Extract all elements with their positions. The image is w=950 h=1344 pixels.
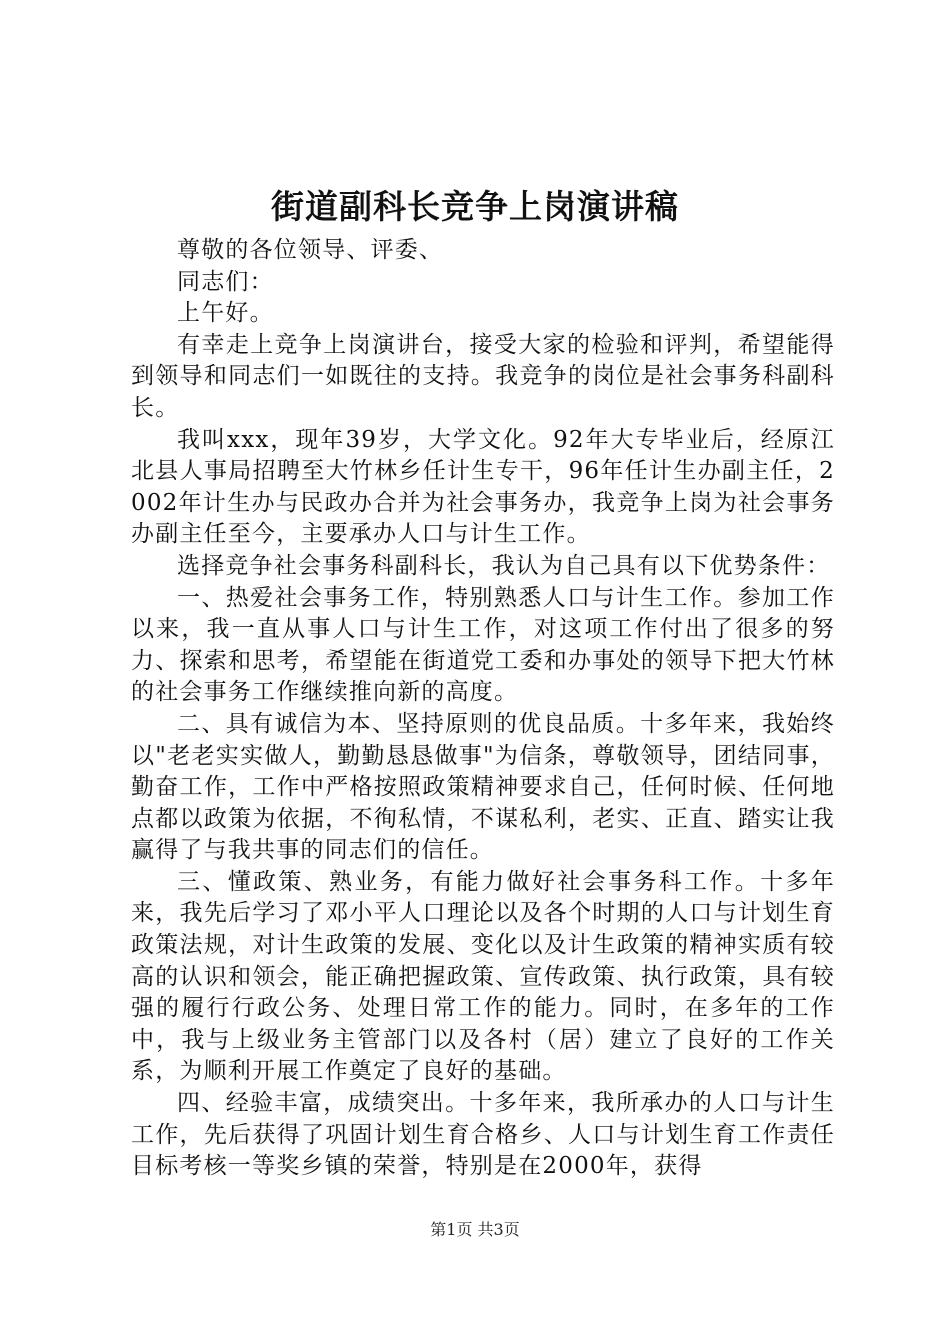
paragraph-salutation: 尊敬的各位领导、评委、: [177, 237, 444, 263]
paragraph-background: 我叫xxx，现年39岁，大学文化。92年大专毕业后，经原江北县人事局招聘至大竹林乡任计生专干，96年任计生办副主任，2002年计生办与民政办合并为社会事务办，我竞争上岗为社会事务办副主任至今，主要承办人口与计生工作。: [131, 426, 835, 548]
paragraph-salutation-comrades: 同志们：: [177, 268, 274, 295]
paragraph-point-one: 一、热爱社会事务工作，特别熟悉人口与计生工作。参加工作以来，我一直从事人口与计生工作，对这项工作付出了很多的努力、探索和思考，希望能在街道党工委和办事处的领导下把大竹林的社会事务工作继续推向新的高度。: [131, 584, 835, 706]
page-footer: 第1页 共3页: [430, 1220, 520, 1239]
paragraph-point-three: 三、懂政策、熟业务，有能力做好社会事务科工作。十多年来，我先后学习了邓小平人口理论以及各个时期的人口与计划生育政策法规，对计生政策的发展、变化以及计生政策的精神实质有较高的认识和领会，能正确把握政策、宣传政策、执行政策，具有较强的履行行政公务、处理日常工作的能力。同时，在多年的工作中，我与上级业务主管部门以及各村（居）建立了良好的工作关系，为顺利开展工作奠定了良好的基础。: [131, 868, 835, 1085]
paragraph-point-two: 二、具有诚信为本、坚持原则的优良品质。十多年来，我始终以"老老实实做人，勤勤恳恳做事"为信条，尊敬领导，团结同事，勤奋工作，工作中严格按照政策精神要求自己，任何时候、任何地点都以政策为依据，不徇私情，不谋私利，老实、正直、踏实让我赢得了与我共事的同志们的信任。: [131, 710, 835, 864]
paragraph-advantages-lead: 选择竞争社会事务科副科长，我认为自己具有以下优势条件：: [177, 552, 831, 579]
paragraph-greeting: 上午好。: [177, 300, 274, 327]
document-body: [131, 235, 835, 1183]
document-title: 街道副科长竞争上岗演讲稿: [271, 187, 679, 226]
paragraph-intro: 有幸走上竞争上岗演讲台，接受大家的检验和评判，希望能得到领导和同志们一如既往的支持。我竞争的岗位是社会事务科副科长。: [131, 331, 835, 421]
paragraph-point-four: 四、经验丰富，成绩突出。十多年来，我所承办的人口与计生工作，先后获得了巩固计划生育合格乡、人口与计划生育工作责任目标考核一等奖乡镇的荣誉，特别是在2000年，获得: [131, 1090, 835, 1180]
